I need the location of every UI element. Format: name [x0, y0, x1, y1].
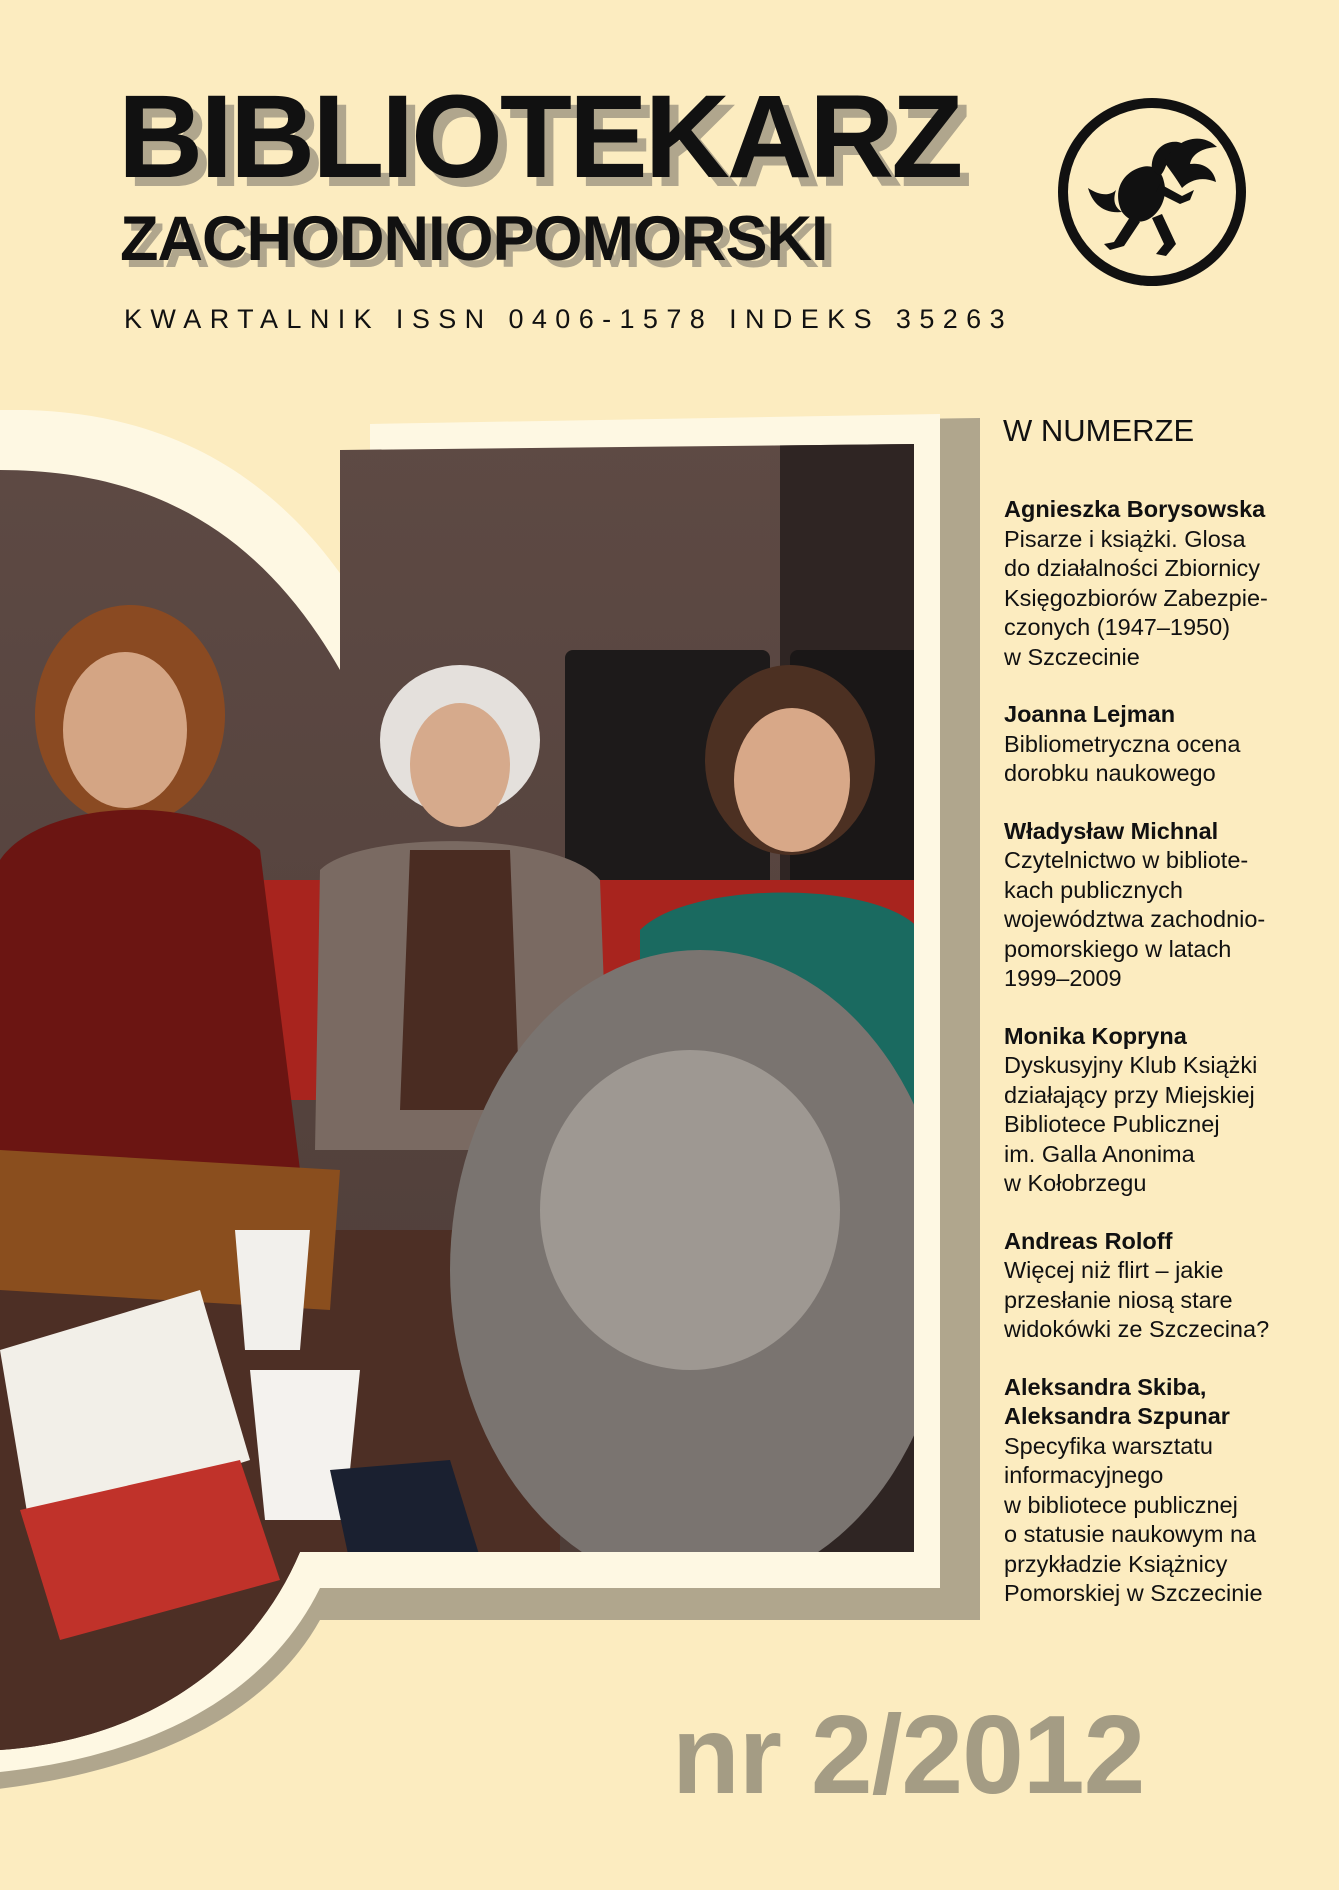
griffin-emblem-icon — [1052, 92, 1252, 292]
toc-article-title: Więcej niż flirt – jakie przesłanie niosą stare widokówki ze Szczecina? — [1004, 1257, 1270, 1342]
toc-heading: W NUMERZE — [1003, 413, 1195, 448]
toc-article-title: Specyfika warsztatu informacyjnego w bibliotece publicznej o statusie naukowym na przykładzie Książnicy Pomorskiej w Szczecinie — [1004, 1432, 1263, 1606]
toc-article-title: Czytelnictwo w bibliote- kach publicznych województwa zachodnio- pomorskiego w latach 1999–2009 — [1004, 847, 1266, 991]
toc-author: Monika Kopryna — [1004, 1022, 1187, 1049]
cover-photo — [0, 410, 980, 1790]
table-of-contents — [1004, 495, 1334, 1637]
masthead-subtitle: ZACHODNIOPOMORSKI — [120, 204, 828, 274]
masthead-title: BIBLIOTEKARZ — [118, 71, 961, 203]
toc-entry — [1004, 817, 1334, 994]
toc-author: Agnieszka Borysowska — [1004, 496, 1266, 522]
toc-author: Joanna Lejman — [1004, 701, 1176, 727]
toc-entry — [1004, 1373, 1334, 1609]
toc-entry — [1004, 495, 1334, 672]
issn-line: KWARTALNIK ISSN 0406-1578 INDEKS 35263 — [124, 304, 1013, 334]
toc-author: Aleksandra Skiba, Aleksandra Szpunar — [1004, 1373, 1230, 1429]
toc-author: Andreas Roloff — [1004, 1227, 1173, 1254]
issue-number: nr 2/2012 — [672, 1693, 1145, 1817]
toc-author: Władysław Michnal — [1004, 817, 1219, 844]
toc-entry — [1004, 700, 1334, 789]
toc-article-title: Pisarze i książki. Glosa do działalności Zbiornicy Księgozbiorów Zabezpie- czonych (1947–1950) w Szczecinie — [1004, 525, 1268, 670]
toc-article-title: Bibliometryczna ocena dorobku naukowego — [1004, 730, 1241, 786]
toc-entry — [1004, 1022, 1334, 1199]
toc-article-title: Dyskusyjny Klub Książki działający przy Miejskiej Bibliotece Publicznej im. Galla Anonima w Kołobrzegu — [1004, 1052, 1258, 1196]
toc-entry — [1004, 1227, 1334, 1345]
